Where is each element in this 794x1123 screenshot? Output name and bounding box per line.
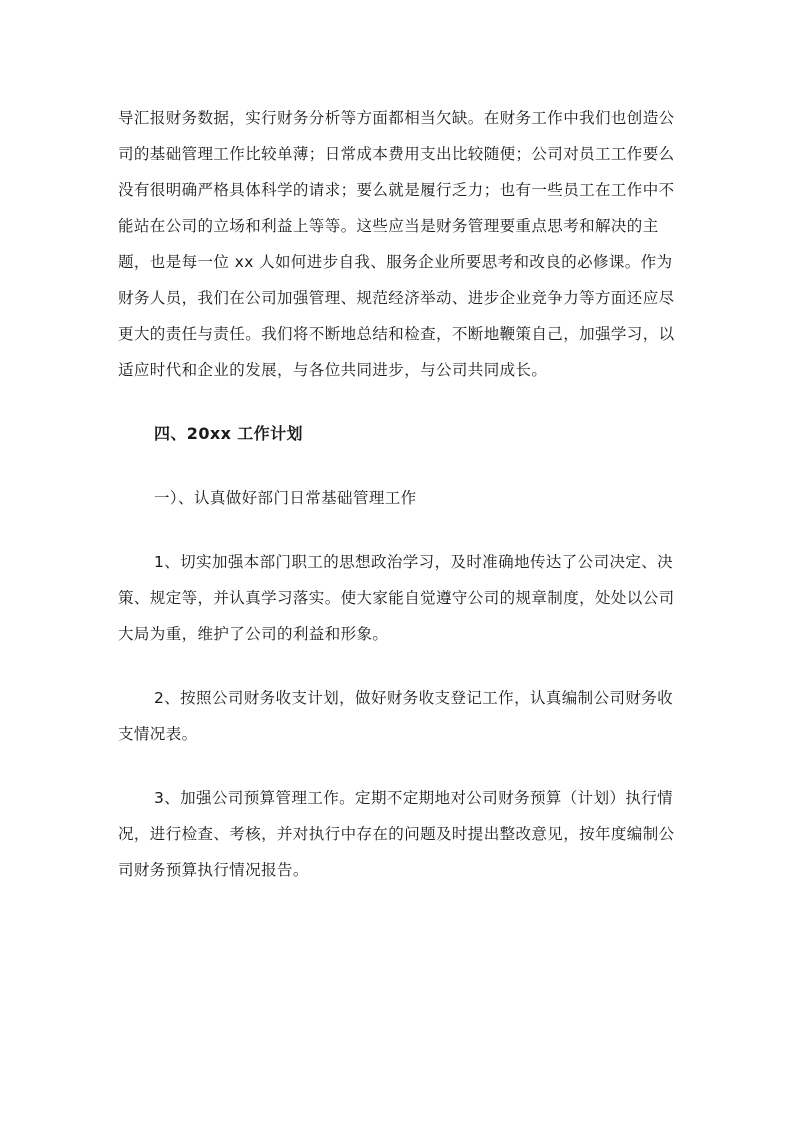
section-heading: 四、20xx 工作计划 <box>154 424 303 443</box>
text-line: 司的基础管理工作比较单薄；日常成本费用支出比较随便；公司对员工工作要么 <box>118 145 675 163</box>
text-line: 导汇报财务数据，实行财务分析等方面都相当欠缺。在财务工作中我们也创造公 <box>118 109 675 127</box>
text-line: 策、规定等，并认真学习落实。使大家能自觉遵守公司的规章制度，处处以公司 <box>118 589 675 607</box>
text-line: 题，也是每一位 xx 人如何进步自我、服务企业所要思考和改良的必修课。作为 <box>118 253 673 271</box>
plan-item-3 <box>118 780 680 888</box>
text-line: 一）、认真做好部门日常基础管理工作 <box>154 489 417 507</box>
spacer <box>118 652 680 680</box>
text-line: 支情况表。 <box>118 725 198 743</box>
text-line: 3、加强公司预算管理工作。定期不定期地对公司财务预算（计划）执行情 <box>154 789 674 807</box>
document-body <box>118 100 680 888</box>
spacer <box>118 516 680 544</box>
text-line: 能站在公司的立场和利益上等等。这些应当是财务管理要重点思考和解决的主 <box>118 217 659 235</box>
text-line: 更大的责任与责任。我们将不断地总结和检查，不断地鞭策自己，加强学习，以 <box>118 325 675 343</box>
text-line: 2、按照公司财务收支计划，做好财务收支登记工作，认真编制公司财务收 <box>154 689 674 707</box>
text-line: 财务人员，我们在公司加强管理、规范经济举动、进步企业竞争力等方面还应尽 <box>118 289 675 307</box>
text-line: 况，进行检查、考核，并对执行中存在的问题及时提出整改意见，按年度编制公 <box>118 825 675 843</box>
text-line: 没有很明确严格具体科学的请求；要么就是履行乏力；也有一些员工在工作中不 <box>118 181 675 199</box>
subheading <box>118 480 680 516</box>
text-line: 适应时代和企业的发展，与各位共同进步，与公司共同成长。 <box>118 361 548 379</box>
text-line: 大局为重，维护了公司的利益和形象。 <box>118 625 389 643</box>
spacer <box>118 752 680 780</box>
spacer <box>118 388 680 416</box>
spacer <box>118 452 680 480</box>
text-line: 司财务预算执行情况报告。 <box>118 861 309 879</box>
intro-paragraph <box>118 100 680 388</box>
plan-item-2 <box>118 680 680 752</box>
text-line: 1、切实加强本部门职工的思想政治学习，及时准确地传达了公司决定、决 <box>154 553 674 571</box>
plan-item-1 <box>118 544 680 652</box>
